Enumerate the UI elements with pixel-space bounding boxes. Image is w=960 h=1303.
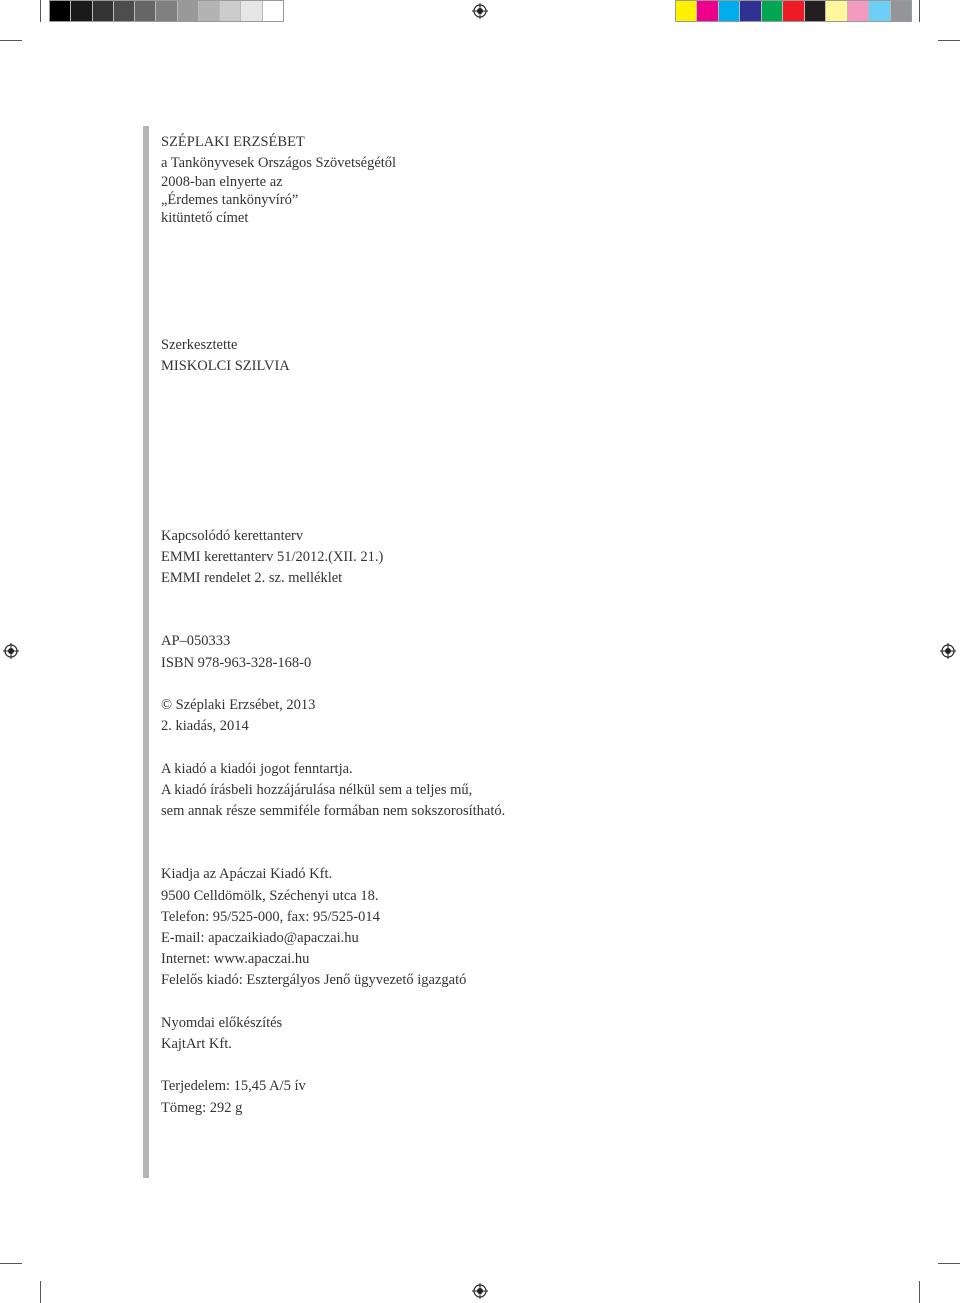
curriculum-line: EMMI rendelet 2. sz. melléklet: [161, 570, 343, 586]
rights-line: A kiadó a kiadói jogot fenntartja.: [161, 761, 353, 777]
product-code: AP–050333: [161, 633, 231, 649]
isbn: ISBN 978-963-328-168-0: [161, 655, 312, 671]
author-name: SZÉPLAKI ERZSÉBET: [161, 134, 305, 150]
color-swatch: [848, 1, 869, 21]
publisher-email: E-mail: apaczaikiado@apaczai.hu: [161, 930, 359, 946]
publisher-line: Kiadja az Apáczai Kiadó Kft.: [161, 866, 333, 882]
color-swatch: [178, 1, 199, 21]
crop-mark: [919, 1281, 920, 1303]
curriculum-line: EMMI kerettanterv 51/2012.(XII. 21.): [161, 549, 384, 565]
color-swatch: [50, 1, 71, 21]
registration-mark-icon: [472, 1283, 488, 1299]
prepress-label: Nyomdai előkészítés: [161, 1015, 283, 1031]
crop-mark: [0, 1263, 22, 1264]
color-swatch: [156, 1, 177, 21]
color-swatch: [805, 1, 826, 21]
spec-extent: Terjedelem: 15,45 A/5 ív: [161, 1078, 306, 1094]
color-swatch: [740, 1, 761, 21]
prepress-company: KajtArt Kft.: [161, 1036, 232, 1052]
color-swatch: [826, 1, 847, 21]
crop-mark: [938, 40, 960, 41]
award-line: „Érdemes tankönyvíró”: [161, 192, 299, 208]
color-swatch: [676, 1, 697, 21]
crop-mark: [0, 40, 22, 41]
color-swatch: [719, 1, 740, 21]
editor-label: Szerkesztette: [161, 337, 238, 353]
color-swatch: [241, 1, 262, 21]
color-swatch: [71, 1, 92, 21]
rights-line: sem annak része semmiféle formában nem sokszorosítható.: [161, 803, 506, 819]
color-swatch-bar: [675, 0, 912, 22]
color-swatch: [220, 1, 241, 21]
color-swatch: [114, 1, 135, 21]
color-swatch: [762, 1, 783, 21]
color-swatch: [697, 1, 718, 21]
color-swatch: [93, 1, 114, 21]
award-line: a Tankönyvesek Országos Szövetségétől: [161, 155, 397, 171]
registration-mark-icon: [940, 643, 956, 659]
rights-line: A kiadó írásbeli hozzájárulása nélkül sem a teljes mű,: [161, 782, 473, 798]
color-swatch: [869, 1, 890, 21]
copyright: © Széplaki Erzsébet, 2013: [161, 697, 316, 713]
crop-mark: [40, 0, 41, 22]
award-line: kitüntető címet: [161, 210, 249, 226]
award-line: 2008-ban elnyerte az: [161, 174, 283, 190]
curriculum-line: Kapcsolódó kerettanterv: [161, 528, 304, 544]
edition: 2. kiadás, 2014: [161, 718, 249, 734]
color-swatch: [891, 1, 911, 21]
color-swatch: [135, 1, 156, 21]
crop-mark: [938, 1263, 960, 1264]
publisher-responsible: Felelős kiadó: Esztergályos Jenő ügyvezető igazgató: [161, 972, 467, 988]
margin-bar: [143, 126, 149, 1178]
editor-name: MISKOLCI SZILVIA: [161, 358, 290, 374]
registration-mark-icon: [472, 3, 488, 19]
registration-mark-icon: [3, 643, 19, 659]
grayscale-swatch-bar: [49, 0, 284, 22]
spec-weight: Tömeg: 292 g: [161, 1100, 243, 1116]
color-swatch: [199, 1, 220, 21]
publisher-address: 9500 Celldömölk, Széchenyi utca 18.: [161, 888, 379, 904]
color-swatch: [263, 1, 283, 21]
crop-mark: [919, 0, 920, 22]
color-swatch: [783, 1, 804, 21]
crop-mark: [40, 1281, 41, 1303]
publisher-website: Internet: www.apaczai.hu: [161, 951, 310, 967]
publisher-phone: Telefon: 95/525-000, fax: 95/525-014: [161, 909, 380, 925]
